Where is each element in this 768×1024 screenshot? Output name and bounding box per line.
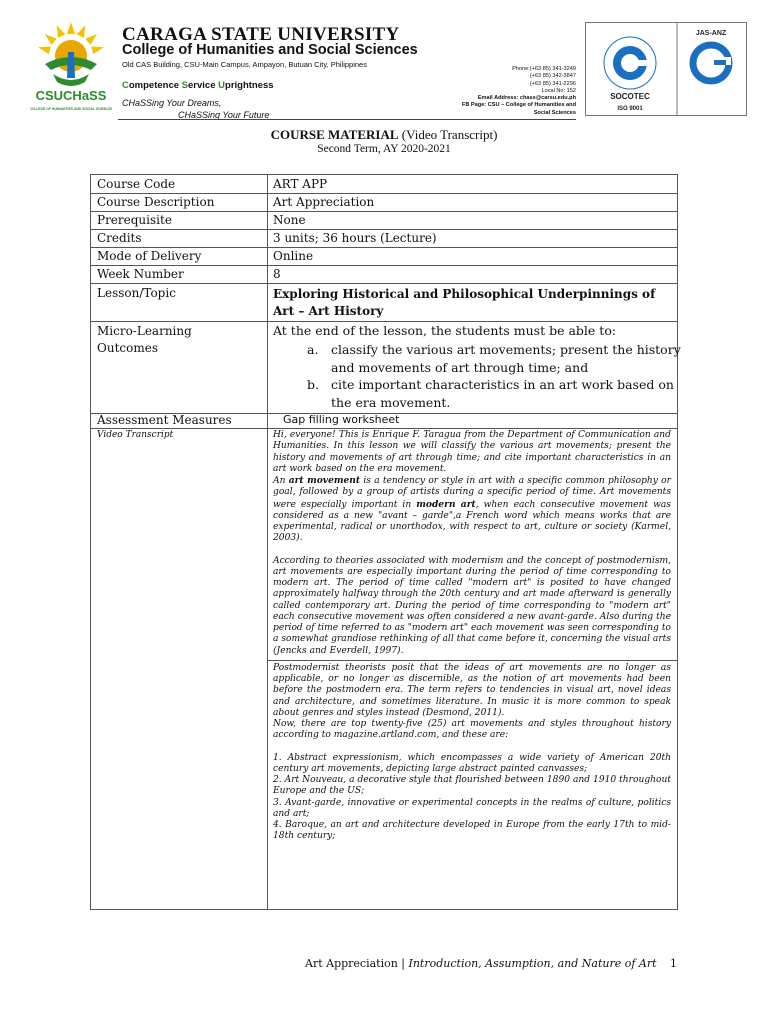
header-divider [118, 119, 576, 120]
transcript-list-item: 4. Baroque, an art and architecture developed in Europe from the early 17th to mid-18th century; [273, 820, 671, 842]
csu-chass-logo [30, 18, 112, 120]
lesson-topic-row: Lesson/Topic Exploring Historical and Philosophical Underpinnings of Art – Art History [91, 283, 677, 322]
assessment-value: Gap filling worksheet [283, 413, 400, 426]
table-row: Course Description Art Appreciation [91, 193, 677, 212]
socotec-label: SOCOTEC [610, 92, 650, 101]
jas-anz-badge [693, 30, 731, 81]
transcript-list-item: 2. Art Nouveau, a decorative style that flourished between 1890 and 1910 throughout Europe and the US; [273, 775, 671, 797]
outcomes-intro: At the end of the lesson, the students must be able to: [273, 323, 617, 338]
college-address: Old CAS Building, CSU-Main Campus, Ampayon, Butuan City, Philippines [122, 60, 367, 69]
transcript-list-item: 1. Abstract expressionism, which encompasses a wide variety of American 20th century art movements, depicting large abstract painted canvasses; [273, 752, 671, 774]
tagline-future: CHaSSing Your Future [178, 110, 270, 120]
contact-fb: FB Page: CSU – College of Humanities and Social Sciences [461, 102, 576, 116]
table-row: Week Number 8 [91, 265, 677, 284]
logo-text: CSUCHaSS [35, 88, 107, 103]
university-name: CARAGA STATE UNIVERSITY [122, 24, 400, 45]
contact-phone: (+63 85) 342-3847 [529, 73, 576, 80]
table-row: Credits 3 units; 36 hours (Lecture) [91, 229, 677, 248]
transcript-paragraph: According to theories associated with modernism and the concept of postmodernism, art movements are especially important during the period of time corresponding to modern art. The period of time called "modern art" is posited to have changed approximately halfway through the 20th century and art made afterward is generally called contemporary art. During the period of time corresponding to "modern art" each consecutive movement was often considered a new avant-garde. Also during the period of time referred to as "modern art" each movement was seen corresponding to a somewhat grandiose rethinking of all that came before it, concerning the visual arts (Jencks and Everdell, 1997). [273, 555, 671, 656]
video-transcript [273, 430, 671, 843]
contact-email: Email Address: chass@carsu.edu.ph [477, 95, 576, 102]
contact-phone: (+63 85) 341-2296 [529, 80, 576, 87]
tagline-dreams: CHaSSing Your Dreams, [122, 98, 222, 108]
page-number: 1 [670, 957, 677, 970]
college-name: College of Humanities and Social Sciences [122, 42, 418, 58]
contact-block [456, 66, 576, 117]
term-subtitle: Second Term, AY 2020-2021 [317, 143, 451, 155]
certification-badges [585, 22, 747, 116]
page-title: COURSE MATERIAL (Video Transcript) [270, 127, 498, 142]
table-row: Prerequisite None [91, 211, 677, 230]
transcript-paragraph: An art movement is a tendency or style in art with a specific common philosophy or goal, followed by a group of artists during a specific period of time. Art movements were especially important in modern art, when each consecutive movement was considered as a new "avant – garde",a French word which means works that are experimental, radical or unorthodox, with respect to art, culture or society (Karmel, 2003). [273, 475, 671, 544]
page-footer: Art Appreciation | Introduction, Assumption, and Nature of Art [305, 957, 657, 970]
transcript-paragraph: Now, there are top twenty-five (25) art movements and styles throughout history according to magazine.artland.com, and these are: [273, 719, 671, 741]
contact-local: Local No: 152 [541, 87, 576, 94]
table-row: Mode of Delivery Online [91, 247, 677, 266]
transcript-paragraph: Hi, everyone! This is Enrique F. Taragua from the Department of Communication and Humanities. In this lesson we will classify the various art movements; present the history and movements of art through time; and cite important characteristics in an art work based on the era movement. [273, 430, 671, 474]
lesson-topic: Exploring Historical and Philosophical Underpinnings of Art – Art History [273, 287, 656, 318]
logo-subtext: COLLEGE OF HUMANITIES AND SOCIAL SCIENCES [30, 107, 112, 111]
jas-anz-label: JAS-ANZ [695, 30, 727, 37]
assessment-row: Assessment Measures Gap filling worksheet [91, 413, 677, 429]
outcomes-row: Micro-Learning Outcomes At the end of the lesson, the students must be able to: a. classify the various art movements; present the history and movements of art through time; and b. cite important characteristics in an art work based on the era movement. [91, 321, 677, 414]
college-motto: Competence Service Uprightness [122, 80, 274, 91]
course-info-table [90, 174, 681, 910]
iso-label: ISO 9001 [617, 106, 643, 112]
transcript-list-item: 3. Avant-garde, innovative or experimental concepts in the realms of culture, politics and art; [273, 797, 671, 819]
transcript-row: Video Transcript Hi, everyone! This is Enrique F. Taragua from the Department of Communication and Humanities. In this lesson we will classify the various art movements; present the history and movements of art through time; and cite important characteristics in an art work based on the era movement. An art movement is a tendency or style in art with a specific common philosophy or goal, followed by a group of artists during a specific period of time. Art movements were especially important in modern art, when each consecutive movement was considered as a new "avant – garde",a French word which means works that are experimental, radical or unorthodox, with respect to art, culture or society (Karmel, 2003). According to theories associated with modernism and the concept of postmodernism, art movements are especially important during the period of time corresponding to modern art. The period of time called "modern art" is posited to have changed approximately halfway through the 20th century and art made afterward is generally called contemporary art. During the period of time corresponding to "modern art" each consecutive movement was often considered a new avant-garde. Also during the period of time referred to as "modern art" each movement was seen corresponding to a somewhat grandiose rethinking of all that came before it, concerning the visual arts (Jencks and Everdell, 1997). Postmodernist theorists posit that the ideas of art movements are no longer as applicable, or no longer as discernible, as the notion of art movements had been before the postmodern era. The term refers to tendencies in visual art, novel ideas and architecture, and sometimes literature. In music it is more common to speak about genres and styles instead (Desmond, 2011). Now, there are top twenty-five (25) art movements and styles throughout history according to magazine.artland.com, and these are: 1. Abstract expressionism, which encompasses a wide variety of American 20th century art movements, depicting large abstract painted canvasses; 2. Art Nouveau, a decorative style that flourished between 1890 and 1910 throughout Europe and the US; 3. Avant-garde, innovative or experimental concepts in the realms of culture, politics and art; 4. Baroque, an art and architecture developed in Europe from the early 17th to mid-18th century; [91, 428, 677, 909]
contact-phone: Phone:(+63 85) 341-3249 [512, 66, 576, 72]
transcript-paragraph: Postmodernist theorists posit that the ideas of art movements are no longer as applicable, or no longer as discernible, as the notion of art movements had been before the postmodern era. The term refers to tendencies in visual art, novel ideas and architecture, and sometimes literature. In music it is more common to speak about genres and styles instead (Desmond, 2011). [273, 662, 671, 718]
table-row: Course Code ART APP [91, 175, 677, 194]
socotec-badge [604, 37, 656, 112]
